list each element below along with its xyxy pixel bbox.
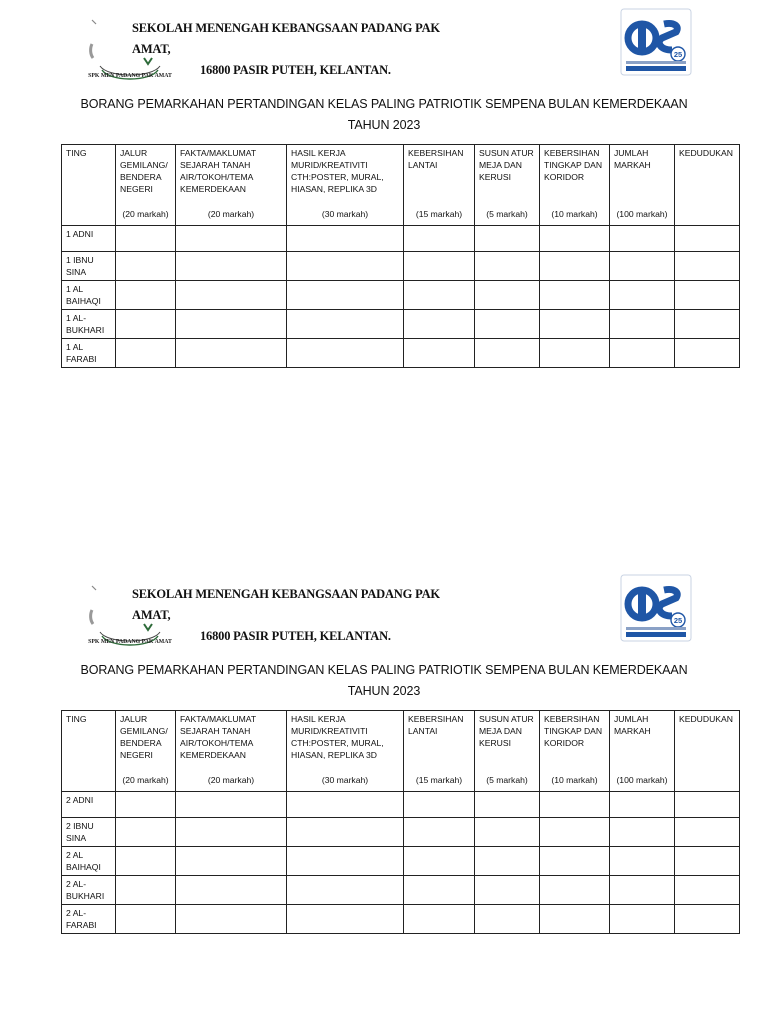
score-cell[interactable] (540, 876, 610, 905)
col-header-susun-atur: SUSUN ATUR MEJA DAN KERUSI (5 markah) (475, 145, 540, 226)
school-crest-lettering: SPK MEN PADANG PAK AMAT (88, 639, 172, 645)
school-name (132, 18, 462, 81)
score-cell[interactable] (404, 818, 475, 847)
col-header-jalur-gemilang: JALUR GEMILANG/ BENDERA NEGERI (20 markah) (116, 711, 176, 792)
class-name-cell: 1 AL BAIHAQI (62, 281, 116, 310)
score-cell[interactable] (116, 310, 176, 339)
score-cell[interactable] (540, 310, 610, 339)
col-header-ting: TING (62, 711, 116, 792)
form-title: BORANG PEMARKAHAN PERTANDINGAN KELAS PALING PATRIOTIK SEMPENA BULAN KEMERDEKAAN (80, 663, 688, 677)
rank-cell[interactable] (675, 281, 740, 310)
rank-cell[interactable] (675, 339, 740, 368)
school-address-line: 16800 PASIR PUTEH, KELANTAN. (200, 629, 391, 643)
total-cell[interactable] (610, 876, 675, 905)
score-cell[interactable] (404, 281, 475, 310)
school-name-line1: SEKOLAH MENENGAH KEBANGSAAN PADANG PAK AMAT, (132, 21, 440, 56)
scoring-form-2 (0, 566, 768, 936)
class-name-cell: 2 AL BAIHAQI (62, 847, 116, 876)
total-cell[interactable] (610, 818, 675, 847)
score-cell[interactable] (116, 905, 176, 934)
col-header-kedudukan: KEDUDUKAN (675, 711, 740, 792)
score-cell[interactable] (176, 339, 287, 368)
table-row (62, 252, 740, 281)
score-cell[interactable] (116, 876, 176, 905)
score-cell[interactable] (404, 339, 475, 368)
score-cell[interactable] (176, 281, 287, 310)
col-header-jumlah-markah: JUMLAH MARKAH (100 markah) (610, 711, 675, 792)
score-cell[interactable] (404, 310, 475, 339)
score-cell[interactable] (287, 252, 404, 281)
score-cell[interactable] (287, 876, 404, 905)
score-cell[interactable] (475, 792, 540, 818)
score-cell[interactable] (116, 339, 176, 368)
school-name-line1: SEKOLAH MENENGAH KEBANGSAAN PADANG PAK AMAT, (132, 587, 440, 622)
score-cell[interactable] (176, 226, 287, 252)
score-cell[interactable] (287, 281, 404, 310)
scoring-table (61, 710, 740, 934)
score-cell[interactable] (287, 818, 404, 847)
form-title: BORANG PEMARKAHAN PERTANDINGAN KELAS PALING PATRIOTIK SEMPENA BULAN KEMERDEKAAN (80, 97, 688, 111)
rank-cell[interactable] (675, 226, 740, 252)
score-cell[interactable] (475, 226, 540, 252)
score-cell[interactable] (404, 876, 475, 905)
rank-cell[interactable] (675, 818, 740, 847)
table-row (62, 905, 740, 934)
rank-cell[interactable] (675, 876, 740, 905)
score-cell[interactable] (540, 339, 610, 368)
col-header-fakta-maklumat: FAKTA/MAKLUMAT SEJARAH TANAH AIR/TOKOH/TEMA KEMERDEKAAN (20 markah) (176, 145, 287, 226)
score-cell[interactable] (540, 281, 610, 310)
score-cell[interactable] (540, 847, 610, 876)
col-header-kebersihan-tingkap: KEBERSIHAN TINGKAP DAN KORIDOR (10 markah) (540, 145, 610, 226)
score-cell[interactable] (540, 905, 610, 934)
table-row (62, 876, 740, 905)
table-header-row (62, 145, 740, 226)
school-crest-lettering: SPK MEN PADANG PAK AMAT (88, 73, 172, 79)
col-header-kebersihan-tingkap: KEBERSIHAN TINGKAP DAN KORIDOR (10 markah) (540, 711, 610, 792)
score-cell[interactable] (404, 792, 475, 818)
form-year: TAHUN 2023 (347, 684, 421, 698)
table-row (62, 310, 740, 339)
col-header-hasil-kerja: HASIL KERJA MURID/KREATIVITI CTH:POSTER, MURAL, HIASAN, REPLIKA 3D (30 markah) (287, 711, 404, 792)
total-cell[interactable] (610, 905, 675, 934)
table-row (62, 281, 740, 310)
score-cell[interactable] (287, 847, 404, 876)
score-cell[interactable] (116, 281, 176, 310)
table-row (62, 226, 740, 252)
class-name-cell: 2 AL-BUKHARI (62, 876, 116, 905)
brand-25-logo (620, 8, 692, 76)
class-name-cell: 1 IBNU SINA (62, 252, 116, 281)
table-row (62, 847, 740, 876)
col-header-kebersihan-lantai: KEBERSIHAN LANTAI (15 markah) (404, 145, 475, 226)
score-cell[interactable] (475, 905, 540, 934)
score-cell[interactable] (475, 281, 540, 310)
score-cell[interactable] (540, 226, 610, 252)
score-cell[interactable] (287, 905, 404, 934)
table-row (62, 792, 740, 818)
score-cell[interactable] (540, 792, 610, 818)
score-cell[interactable] (176, 792, 287, 818)
score-cell[interactable] (404, 252, 475, 281)
scoring-form-1 (0, 0, 768, 370)
score-cell[interactable] (176, 310, 287, 339)
class-name-cell: 1 AL-BUKHARI (62, 310, 116, 339)
col-header-kedudukan: KEDUDUKAN (675, 145, 740, 226)
score-cell[interactable] (475, 252, 540, 281)
total-cell[interactable] (610, 310, 675, 339)
class-name-cell: 1 AL FARABI (62, 339, 116, 368)
score-cell[interactable] (540, 252, 610, 281)
class-name-cell: 2 ADNI (62, 792, 116, 818)
rank-cell[interactable] (675, 310, 740, 339)
score-cell[interactable] (116, 792, 176, 818)
score-cell[interactable] (404, 226, 475, 252)
col-header-ting: TING (62, 145, 116, 226)
school-address-line: 16800 PASIR PUTEH, KELANTAN. (200, 63, 391, 77)
class-name-cell: 2 AL-FARABI (62, 905, 116, 934)
score-cell[interactable] (475, 876, 540, 905)
score-cell[interactable] (176, 252, 287, 281)
score-cell[interactable] (287, 226, 404, 252)
score-cell[interactable] (404, 847, 475, 876)
total-cell[interactable] (610, 792, 675, 818)
score-cell[interactable] (176, 818, 287, 847)
score-cell[interactable] (287, 339, 404, 368)
school-name (132, 584, 462, 647)
class-name-cell: 1 ADNI (62, 226, 116, 252)
total-cell[interactable] (610, 339, 675, 368)
total-cell[interactable] (610, 252, 675, 281)
brand-25-number: 25 (673, 50, 683, 59)
rank-cell[interactable] (675, 792, 740, 818)
score-cell[interactable] (116, 818, 176, 847)
score-cell[interactable] (176, 905, 287, 934)
score-cell[interactable] (116, 847, 176, 876)
col-header-fakta-maklumat: FAKTA/MAKLUMAT SEJARAH TANAH AIR/TOKOH/TEMA KEMERDEKAAN (20 markah) (176, 711, 287, 792)
col-header-jumlah-markah: JUMLAH MARKAH (100 markah) (610, 145, 675, 226)
score-cell[interactable] (475, 818, 540, 847)
total-cell[interactable] (610, 281, 675, 310)
table-header-row (62, 711, 740, 792)
col-header-jalur-gemilang: JALUR GEMILANG/ BENDERA NEGERI (20 markah) (116, 145, 176, 226)
class-name-cell: 2 IBNU SINA (62, 818, 116, 847)
score-cell[interactable] (475, 339, 540, 368)
scoring-table (61, 144, 740, 368)
form-year: TAHUN 2023 (347, 118, 421, 132)
rank-cell[interactable] (675, 847, 740, 876)
score-cell[interactable] (475, 310, 540, 339)
col-header-kebersihan-lantai: KEBERSIHAN LANTAI (15 markah) (404, 711, 475, 792)
table-row (62, 339, 740, 368)
score-cell[interactable] (475, 847, 540, 876)
col-header-susun-atur: SUSUN ATUR MEJA DAN KERUSI (5 markah) (475, 711, 540, 792)
brand-25-number: 25 (673, 616, 683, 625)
score-cell[interactable] (116, 226, 176, 252)
total-cell[interactable] (610, 847, 675, 876)
rank-cell[interactable] (675, 252, 740, 281)
score-cell[interactable] (287, 310, 404, 339)
rank-cell[interactable] (675, 905, 740, 934)
score-cell[interactable] (404, 905, 475, 934)
score-cell[interactable] (540, 818, 610, 847)
col-header-hasil-kerja: HASIL KERJA MURID/KREATIVITI CTH:POSTER, MURAL, HIASAN, REPLIKA 3D (30 markah) (287, 145, 404, 226)
score-cell[interactable] (176, 876, 287, 905)
score-cell[interactable] (176, 847, 287, 876)
brand-25-logo (620, 574, 692, 642)
total-cell[interactable] (610, 226, 675, 252)
table-row (62, 818, 740, 847)
score-cell[interactable] (116, 252, 176, 281)
score-cell[interactable] (287, 792, 404, 818)
